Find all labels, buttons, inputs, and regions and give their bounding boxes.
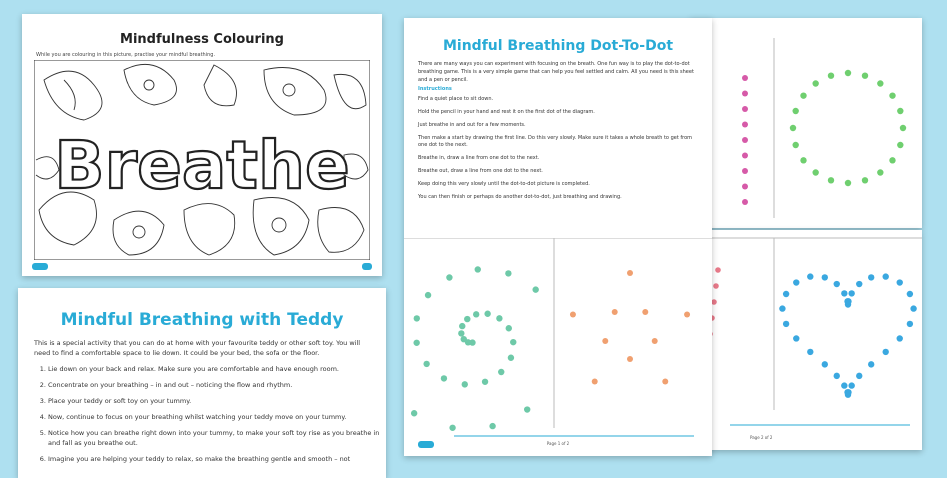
circle-dot [862, 177, 868, 183]
page-1-footer: Page 1 of 2 [546, 441, 570, 446]
dot-to-dot-page-2-bottom[interactable] [690, 230, 922, 450]
list-item: Breathe out, draw a line from one dot to the next. [418, 168, 543, 174]
partial-dot [715, 267, 721, 273]
teddy-intro: This is a special activity that you can do at home with your favourite teddy or other soft toy. You will need to find a comfortable space to lie down. It could be your bed, the sofa or the floor. [34, 339, 361, 357]
line-dot [742, 106, 748, 112]
spiral-dot [464, 316, 470, 322]
star-dot [570, 311, 576, 317]
circle-dot [792, 108, 798, 114]
list-item: Hold the pencil in your hand and rest it on the first dot of the diagram. [418, 109, 595, 115]
circle-dot [877, 80, 883, 86]
partial-dot [711, 299, 717, 305]
colouring-subtitle: While you are colouring in this picture, practise your mindful breathing. [36, 52, 216, 58]
teddy-sheet[interactable] [18, 288, 386, 478]
star-dot [662, 379, 668, 385]
spiral-dot [505, 270, 511, 276]
spiral-dot [446, 274, 452, 280]
spiral-dot [482, 379, 488, 385]
heart-dot [868, 361, 874, 367]
spiral-dot [423, 361, 429, 367]
spiral-dot [458, 330, 464, 336]
circle-dot [862, 72, 868, 78]
spiral-dot [425, 292, 431, 298]
star-dot [602, 338, 608, 344]
colouring-title: Mindfulness Colouring [120, 32, 284, 47]
heart-dot [793, 335, 799, 341]
heart-dot [822, 361, 828, 367]
dot-to-dot-sheet[interactable] [404, 18, 712, 456]
heart-dot [822, 274, 828, 280]
instructions-heading: Instructions [418, 86, 452, 92]
circle-dot [812, 80, 818, 86]
heart-dot [856, 373, 862, 379]
star-dot [684, 311, 690, 317]
heart-dot [897, 279, 903, 285]
circle-dot [792, 142, 798, 148]
spiral-dot [473, 311, 479, 317]
heart-dot [907, 321, 913, 327]
list-item: Breathe in, draw a line from one dot to the next. [418, 155, 540, 161]
circle-dot [800, 157, 806, 163]
spiral-dot [449, 425, 455, 431]
dot-to-dot-page-2-top[interactable] [690, 18, 922, 228]
dot-intro: There are many ways you can experiment with focusing on the breath. One fun way is to play the dot-to-dot breathing game. This is a very simple game that can help you feel settled and calm. All you need is this sheet and a pen or pencil. [418, 61, 694, 83]
line-dot [742, 168, 748, 174]
spiral-dot [484, 311, 490, 317]
list-item: Just breathe in and out for a few moments. [418, 122, 526, 128]
partial-dot [713, 283, 719, 289]
spiral-dot [414, 315, 420, 321]
circle-dot [828, 177, 834, 183]
colouring-logo-icon [32, 263, 48, 270]
heart-dot [844, 298, 850, 304]
spiral-dot [441, 375, 447, 381]
heart-dot [907, 291, 913, 297]
dot-steps [418, 96, 700, 207]
list-item: 3. Place your teddy or soft toy on your tummy. [48, 396, 386, 406]
heart-dot [910, 305, 916, 311]
heart-dot [856, 281, 862, 287]
star-dot [612, 309, 618, 315]
heart-dot [848, 290, 854, 296]
list-item: 1. Lie down on your back and relax. Make sure you are comfortable and have enough room. [48, 364, 386, 374]
circle-dot [845, 70, 851, 76]
heart-dot [897, 335, 903, 341]
list-item: 4. Now, continue to focus on your breathing whilst watching your teddy move on your tummy. [48, 412, 386, 422]
line-dot [742, 199, 748, 205]
colouring-word: Breathe [54, 127, 350, 204]
star-dot [627, 356, 633, 362]
colouring-sheet[interactable] [22, 14, 382, 276]
line-dot [742, 91, 748, 97]
spiral-dot [524, 406, 530, 412]
heart-dot [779, 305, 785, 311]
list-item: Find a quiet place to sit down. [418, 96, 494, 102]
teddy-steps [34, 364, 386, 470]
heart-dot [841, 382, 847, 388]
star-dot [652, 338, 658, 344]
circle-dot [900, 125, 906, 131]
star-dot [592, 379, 598, 385]
circle-dot [897, 108, 903, 114]
spiral-dot [413, 340, 419, 346]
line-dot [742, 184, 748, 190]
list-item: You can then finish or perhaps do another dot-to-dot, just breathing and drawing. [418, 194, 622, 200]
spiral-dot [532, 286, 538, 292]
list-item: 5. Notice how you can breathe right down into your tummy, to make your soft toy rise as you breathe in and fall as you breathe out. [48, 428, 386, 448]
heart-dot [834, 373, 840, 379]
circle-dot [845, 180, 851, 186]
circle-dot [812, 169, 818, 175]
spiral-dot [508, 355, 514, 361]
dot-title: Mindful Breathing Dot-To-Dot [442, 38, 674, 54]
colouring-logo-right-icon [362, 263, 372, 270]
list-item: 6. Imagine you are helping your teddy to relax, so make the breathing gentle and smooth – not [48, 454, 386, 464]
star-dot [627, 270, 633, 276]
heart-dot [807, 273, 813, 279]
spiral-dot [498, 369, 504, 375]
spiral-dot [459, 323, 465, 329]
spiral-dot [496, 315, 502, 321]
spiral-dot [411, 410, 417, 416]
heart-dot [783, 291, 789, 297]
heart-dot [783, 321, 789, 327]
dot-patterns-line-and-circle [690, 18, 922, 228]
heart-dot [848, 382, 854, 388]
heart-dot [807, 349, 813, 355]
heart-dot [868, 274, 874, 280]
spiral-dot [461, 336, 467, 342]
line-dot [742, 122, 748, 128]
teddy-title: Mindful Breathing with Teddy [60, 310, 344, 330]
spiral-dot [489, 423, 495, 429]
list-item: Keep doing this very slowly until the dot-to-dot picture is completed. [418, 181, 590, 187]
line-dot [742, 75, 748, 81]
line-dot [742, 137, 748, 143]
heart-dot [883, 349, 889, 355]
heart-dot [834, 281, 840, 287]
spiral-dot [510, 339, 516, 345]
circle-dot [790, 125, 796, 131]
circle-dot [828, 72, 834, 78]
circle-dot [877, 169, 883, 175]
circle-dot [800, 92, 806, 98]
circle-dot [897, 142, 903, 148]
circle-dot [889, 92, 895, 98]
list-item: Then make a start by drawing the first line. Do this very slowly. Make sure it takes a whole breath to get from one dot to the next. [418, 135, 692, 148]
star-dot [642, 309, 648, 315]
heart-dot [883, 273, 889, 279]
spiral-dot [506, 325, 512, 331]
spiral-dot [462, 381, 468, 387]
heart-dot [793, 279, 799, 285]
colouring-illustration [34, 60, 370, 260]
line-dot [742, 153, 748, 159]
circle-dot [889, 157, 895, 163]
heart-dot [844, 389, 850, 395]
list-item: 2. Concentrate on your breathing – in and out – noticing the flow and rhythm. [48, 380, 386, 390]
dot-patterns-spiral-and-star [404, 238, 712, 438]
heart-dot [841, 290, 847, 296]
dot-patterns-heart [690, 230, 922, 450]
spiral-dot [475, 266, 481, 272]
page-2-footer: Page 2 of 2 [750, 435, 773, 440]
